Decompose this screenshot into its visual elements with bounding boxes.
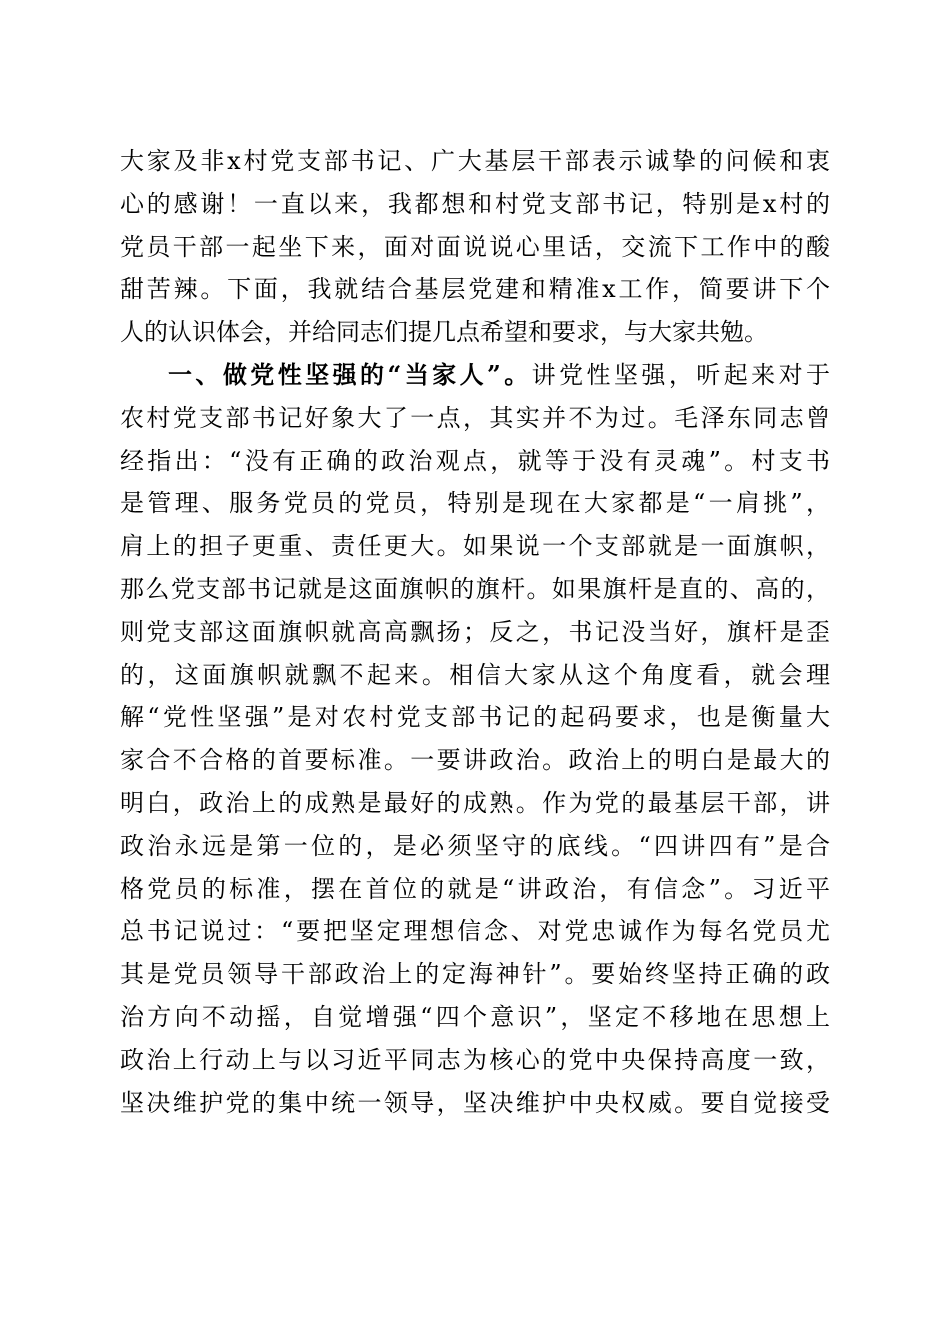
text-line: 政治上行动上与以习近平同志为核心的党中央保持高度一致，	[120, 1045, 830, 1074]
text-line: 格党员的标准，摆在首位的就是“讲政治，有信念”。习近平	[120, 874, 830, 903]
text-line: 肩上的担子更重、责任更大。如果说一个支部就是一面旗帜，	[120, 532, 830, 561]
text-line: 解“党性坚强”是对农村党支部书记的起码要求，也是衡量大	[120, 703, 830, 732]
text-line: 人的认识体会，并给同志们提几点希望和要求，与大家共勉。	[120, 318, 768, 347]
text-line: 政治永远是第一位的，是必须坚守的底线。“四讲四有”是合	[120, 831, 830, 860]
section-heading: 一、做党性坚强的“当家人”。	[168, 359, 532, 389]
text-line: 大家及非x村党支部书记、广大基层干部表示诚挚的问候和衷	[120, 147, 830, 175]
text-line: 家合不合格的首要标准。一要讲政治。政治上的明白是最大的	[120, 746, 830, 775]
text-line: 甜苦辣。下面，我就结合基层党建和精准x工作，简要讲下个	[120, 275, 830, 304]
text-line: 的，这面旗帜就飘不起来。相信大家从这个角度看，就会理	[120, 660, 830, 689]
section-heading-line	[120, 354, 830, 397]
text-line: 治方向不动摇，自觉增强“四个意识”，坚定不移地在思想上	[120, 1002, 830, 1031]
body-text	[120, 140, 830, 1124]
text-line: 那么党支部书记就是这面旗帜的旗杆。如果旗杆是直的、高的，	[120, 574, 830, 603]
text-line: 心的感谢！一直以来，我都想和村党支部书记，特别是x村的	[120, 189, 830, 218]
text-line: 是管理、服务党员的党员，特别是现在大家都是“一肩挑”，	[120, 489, 830, 518]
text-line: 总书记说过：“要把坚定理想信念、对党忠诚作为每名党员尤	[120, 917, 830, 946]
text-line: 经指出：“没有正确的政治观点，就等于没有灵魂”。村支书	[120, 446, 830, 475]
text-line: 坚决维护党的集中统一领导，坚决维护中央权威。要自觉接受	[120, 1088, 830, 1117]
text-line: 则党支部这面旗帜就高高飘扬；反之，书记没当好，旗杆是歪	[120, 617, 830, 646]
text-line: 农村党支部书记好象大了一点，其实并不为过。毛泽东同志曾	[120, 403, 830, 432]
section-first-line-text: 讲党性坚强，听起来对于	[531, 360, 831, 389]
text-line: 其是党员领导干部政治上的定海神针”。要始终坚持正确的政	[120, 960, 830, 989]
text-line: 明白，政治上的成熟是最好的成熟。作为党的最基层干部，讲	[120, 788, 830, 817]
text-line: 党员干部一起坐下来，面对面说说心里话，交流下工作中的酸	[120, 232, 830, 261]
